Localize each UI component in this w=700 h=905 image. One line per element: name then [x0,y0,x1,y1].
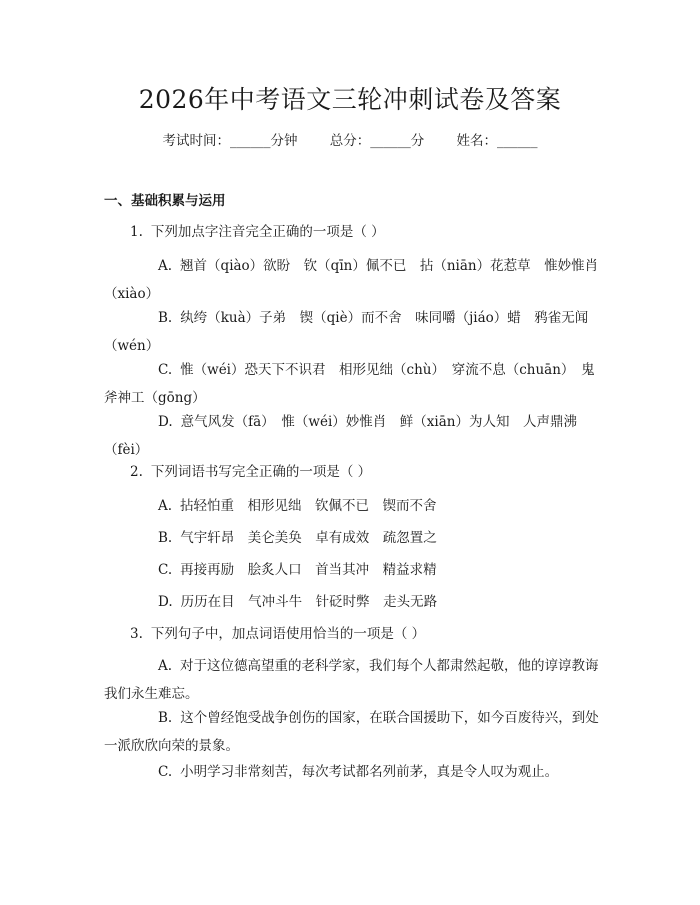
exam-meta [0,131,700,151]
option-text: 再接再励 脍炙人口 首当其冲 精益求精 [180,562,437,578]
section-heading: 一、基础积累与运用 [104,193,226,209]
question-stem: 下列加点字注音完全正确的一项是（ ） [150,224,385,240]
option-letter: C. [158,362,173,378]
total-score-field: 总分：______分 [329,133,425,149]
q1-option-c [104,356,600,412]
option-letter: A. [158,258,173,274]
q2-option-d [104,592,600,612]
option-letter: B. [158,530,173,546]
q3-option-c [104,762,600,782]
option-text: 这个曾经饱受战争创伤的国家，在联合国援助下，如今百废待兴，到处一派欣欣向荣的景象。 [104,710,599,754]
question-stem: 下列词语书写完全正确的一项是（ ） [150,464,372,480]
option-text: 历历在目 气冲斗牛 针砭时弊 走头无路 [180,594,438,610]
option-letter: C. [158,562,173,578]
q2-option-a [104,496,600,516]
option-letter: B. [158,310,173,326]
option-letter: A. [158,658,173,674]
option-text: 拈轻怕重 相形见绌 钦佩不已 锲而不舍 [180,498,437,514]
q3-option-a [104,652,600,708]
question-2 [130,462,610,482]
option-text: 惟（wéi）恐天下不识君 相形见绌（chù） 穿流不息（chuān） 鬼斧神工（gōng） [104,362,595,406]
q2-option-b [104,528,600,548]
option-text: 翘首（qiào）欲盼 钦（qīn）佩不已 拈（niān）花惹草 惟妙惟肖（xiào） [104,258,599,302]
question-number: 3. [130,626,143,642]
question-number: 1. [130,224,143,240]
option-text: 对于这位德高望重的老科学家，我们每个人都肃然起敬，他的谆谆教诲我们永生难忘。 [104,658,599,702]
option-text: 小明学习非常刻苦，每次考试都名列前茅，真是令人叹为观止。 [180,764,559,780]
q1-option-d [104,408,600,464]
q3-option-b [104,704,600,760]
option-letter: D. [158,414,173,430]
option-text: 纨绔（kuà）子弟 锲（qiè）而不舍 味同嚼（jiáo）蜡 鸦雀无闻（wén） [104,310,589,354]
option-letter: D. [158,594,173,610]
question-1 [130,222,610,242]
q2-option-c [104,560,600,580]
option-letter: B. [158,710,173,726]
option-text: 气宇轩昂 美仑美奂 卓有成效 疏忽置之 [180,530,437,546]
option-letter: A. [158,498,173,514]
question-3 [130,624,610,644]
page-title: 2026年中考语文三轮冲刺试卷及答案 [138,85,562,114]
q1-option-b [104,304,600,360]
q1-option-a [104,252,600,308]
question-number: 2. [130,464,143,480]
option-text: 意气风发（fā） 惟（wéi）妙惟肖 鲜（xiān）为人知 人声鼎沸（fèi） [104,414,577,458]
question-stem: 下列句子中，加点词语使用恰当的一项是（ ） [150,626,426,642]
exam-time-field: 考试时间：______分钟 [162,133,298,149]
option-letter: C. [158,764,173,780]
student-name-field: 姓名：______ [456,133,538,149]
